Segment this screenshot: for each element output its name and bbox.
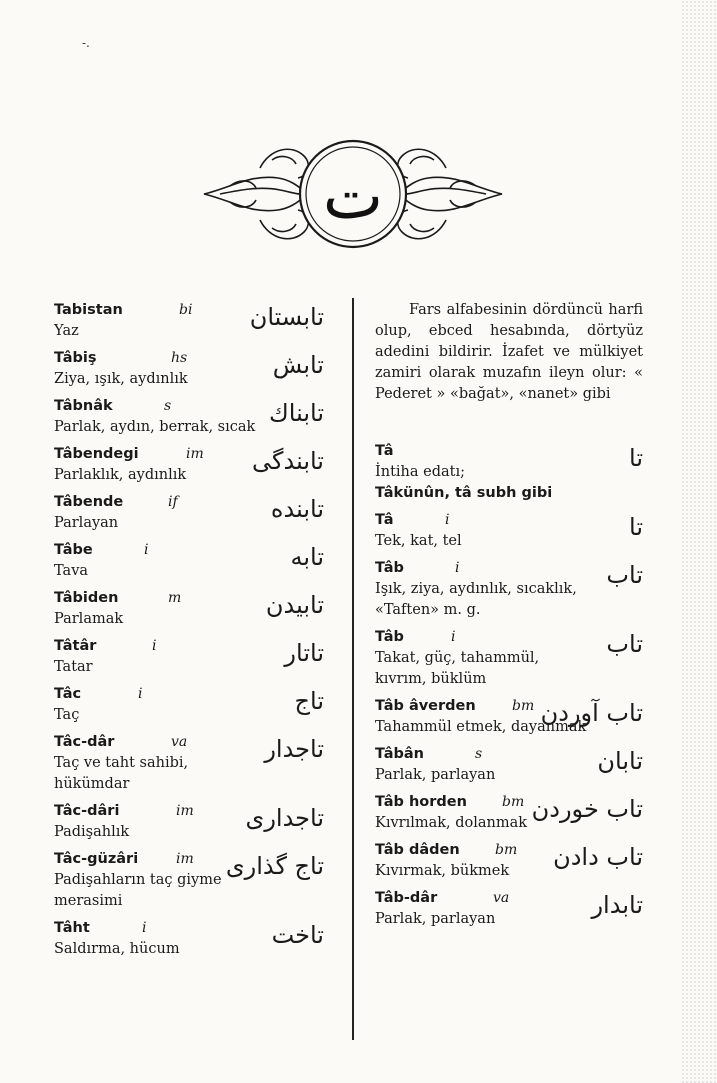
entry-definition: Tek, kat, tel: [375, 533, 462, 549]
entry-tabis: [54, 348, 324, 390]
entry-arabic: تابندگی: [252, 447, 324, 475]
entry-headword: Tâc-güzâri: [54, 851, 139, 867]
entry-definition: Yaz: [54, 323, 79, 339]
entry-headword: Tâc: [54, 686, 82, 702]
entry-definition: İntiha edatı;: [375, 464, 465, 480]
entry-definition: Parlayan: [54, 515, 119, 531]
entry-tac-dari: [54, 801, 324, 843]
entry-definition: Saldırma, hücum: [54, 941, 180, 957]
entry-headword: Tâc-dâr: [54, 734, 115, 750]
entry-pos: i: [142, 920, 147, 936]
entry-headword: Tâb: [375, 629, 404, 645]
entry-definition: Parlamak: [54, 611, 124, 627]
entry-arabic: تاجداری: [245, 804, 324, 832]
entry-headword: Tâbnâk: [54, 398, 113, 414]
entry-headword: Tâbendegi: [54, 446, 139, 462]
entry-headword: Tâc-dâri: [54, 803, 120, 819]
entry-taban: [375, 744, 643, 786]
intro-text: Fars alfabesinin dördüncü harfi olup, ebced hesabında, dörtyüz adedini bildirir. İzafet ve mülkiyet zamiri olarak muzafın ileyn olur:: [375, 302, 643, 381]
entry-arabic: تابان: [597, 747, 643, 775]
entry-definition: Parlak, aydın, berrak, sıcak: [54, 419, 256, 435]
ink-speck: -.: [82, 36, 90, 50]
entry-pos: m: [168, 590, 182, 606]
entry-definition: Padişahların taç giyme merasimi: [54, 872, 222, 909]
column-divider: [352, 298, 354, 1040]
entry-headword: Tâtâr: [54, 638, 97, 654]
entry-pos: va: [493, 890, 510, 906]
entry-example: Tâkünûn, tâ subh gibi: [375, 485, 553, 501]
entry-arabic: تاج: [294, 687, 324, 715]
entry-pos: im: [176, 851, 194, 867]
ornament-letter: ت: [322, 160, 384, 234]
entry-arabic: تاب دادن: [553, 843, 643, 871]
entry-tab-daden: [375, 840, 643, 882]
entry-pos: s: [475, 746, 483, 762]
entry-arabic: تابش: [272, 351, 324, 379]
letter-ornament: [200, 138, 506, 250]
entry-headword: Tâb âverden: [375, 698, 476, 714]
entry-arabic: تابناك: [268, 399, 324, 427]
entry-headword: Tâb-dâr: [375, 890, 438, 906]
entry-pos: i: [451, 629, 456, 645]
entry-pos: s: [164, 398, 172, 414]
entry-definition: Kıvrılmak, dolanmak: [375, 815, 528, 831]
entry-arabic: تاخت: [271, 921, 324, 949]
entry-arabic: تاب: [606, 630, 643, 658]
entry-tab-isik: [375, 558, 643, 621]
entry-tac: [54, 684, 324, 726]
entry-definition: Parlaklık, aydınlık: [54, 467, 187, 483]
entry-pos: bm: [495, 842, 518, 858]
entry-pos: i: [138, 686, 143, 702]
entry-pos: hs: [171, 350, 188, 366]
entry-definition: Kıvırmak, bükmek: [375, 863, 510, 879]
entry-definition: Tava: [54, 563, 89, 579]
entry-arabic: تابدار: [591, 891, 643, 919]
entry-arabic: تاب آوردن: [540, 699, 643, 727]
entry-tabnak: [54, 396, 324, 438]
entry-definition: Taç ve taht sahibi, hükümdar: [54, 755, 189, 792]
entry-arabic: تا: [629, 513, 643, 541]
entry-headword: Tâbiş: [54, 350, 97, 366]
entry-headword: Tâbiden: [54, 590, 119, 606]
entry-headword: Tâbân: [375, 746, 425, 762]
entry-headword: Tâb: [375, 560, 404, 576]
entry-arabic: تابنده: [270, 495, 324, 523]
entry-definition: Takat, güç, tahammül, kıvrım, büklüm: [375, 650, 540, 687]
entry-pos: bi: [179, 302, 193, 318]
entry-arabic: تاج گذاری: [225, 852, 324, 880]
entry-definition: Taç: [54, 707, 80, 723]
entry-ta-tek: [375, 510, 643, 552]
entry-definition: Ziya, ışık, aydınlık: [54, 371, 188, 387]
entry-tabiden: [54, 588, 324, 630]
entry-definition: Tatar: [54, 659, 93, 675]
entry-pos: if: [168, 494, 178, 510]
entry-tab-dar: [375, 888, 643, 930]
entry-pos: im: [186, 446, 204, 462]
entry-pos: i: [455, 560, 460, 576]
entry-headword: Tâbende: [54, 494, 124, 510]
entry-headword: Tâb dâden: [375, 842, 460, 858]
page-edge-texture: [681, 0, 717, 1083]
entry-tabendegi: [54, 444, 324, 486]
entry-pos: bm: [502, 794, 525, 810]
left-column: [54, 300, 324, 966]
entry-headword: Tabistan: [54, 302, 123, 318]
entry-arabic: تابیدن: [265, 591, 324, 619]
entry-definition: Parlak, parlayan: [375, 767, 496, 783]
entry-ta-edat: [375, 441, 643, 504]
entry-pos: va: [171, 734, 188, 750]
entry-tac-guzari: [54, 849, 324, 912]
entry-taht: [54, 918, 324, 960]
entry-pos: i: [152, 638, 157, 654]
entry-headword: Tâ: [375, 512, 394, 528]
entry-arabic: تاب خوردن: [531, 795, 643, 823]
right-column: [375, 300, 643, 936]
entry-headword: Tâ: [375, 443, 394, 459]
entry-tab-horden: [375, 792, 643, 834]
entry-arabic: تا: [629, 444, 643, 472]
entry-arabic: تابستان: [249, 303, 324, 331]
entry-pos: i: [144, 542, 149, 558]
entry-tatar: [54, 636, 324, 678]
entry-definition: Parlak, parlayan: [375, 911, 496, 927]
entry-arabic: تاتار: [284, 639, 324, 667]
entry-pos: bm: [512, 698, 535, 714]
entry-tab-averden: [375, 696, 643, 738]
entry-tabende: [54, 492, 324, 534]
entry-tab-takat: [375, 627, 643, 690]
entry-headword: Tâbe: [54, 542, 93, 558]
entry-pos: im: [176, 803, 194, 819]
intro-examples: « Pederet » «bağat», «nanet» gibi: [375, 365, 643, 402]
letter-introduction: [375, 300, 643, 405]
entry-arabic: تاجدار: [264, 735, 324, 763]
entry-arabic: تاب: [606, 561, 643, 589]
entry-definition: Işık, ziya, aydınlık, sıcaklık, «Taften» m. g.: [375, 581, 577, 618]
entry-headword: Tâht: [54, 920, 90, 936]
entry-definition: Padişahlık: [54, 824, 130, 840]
entry-tabistan: [54, 300, 324, 342]
entry-headword: Tâb horden: [375, 794, 467, 810]
entry-pos: i: [445, 512, 450, 528]
entry-tac-dar: [54, 732, 324, 795]
entry-arabic: تابه: [290, 543, 324, 571]
entry-definition: Tahammül etmek, dayanmak: [375, 719, 587, 735]
entry-tabe: [54, 540, 324, 582]
